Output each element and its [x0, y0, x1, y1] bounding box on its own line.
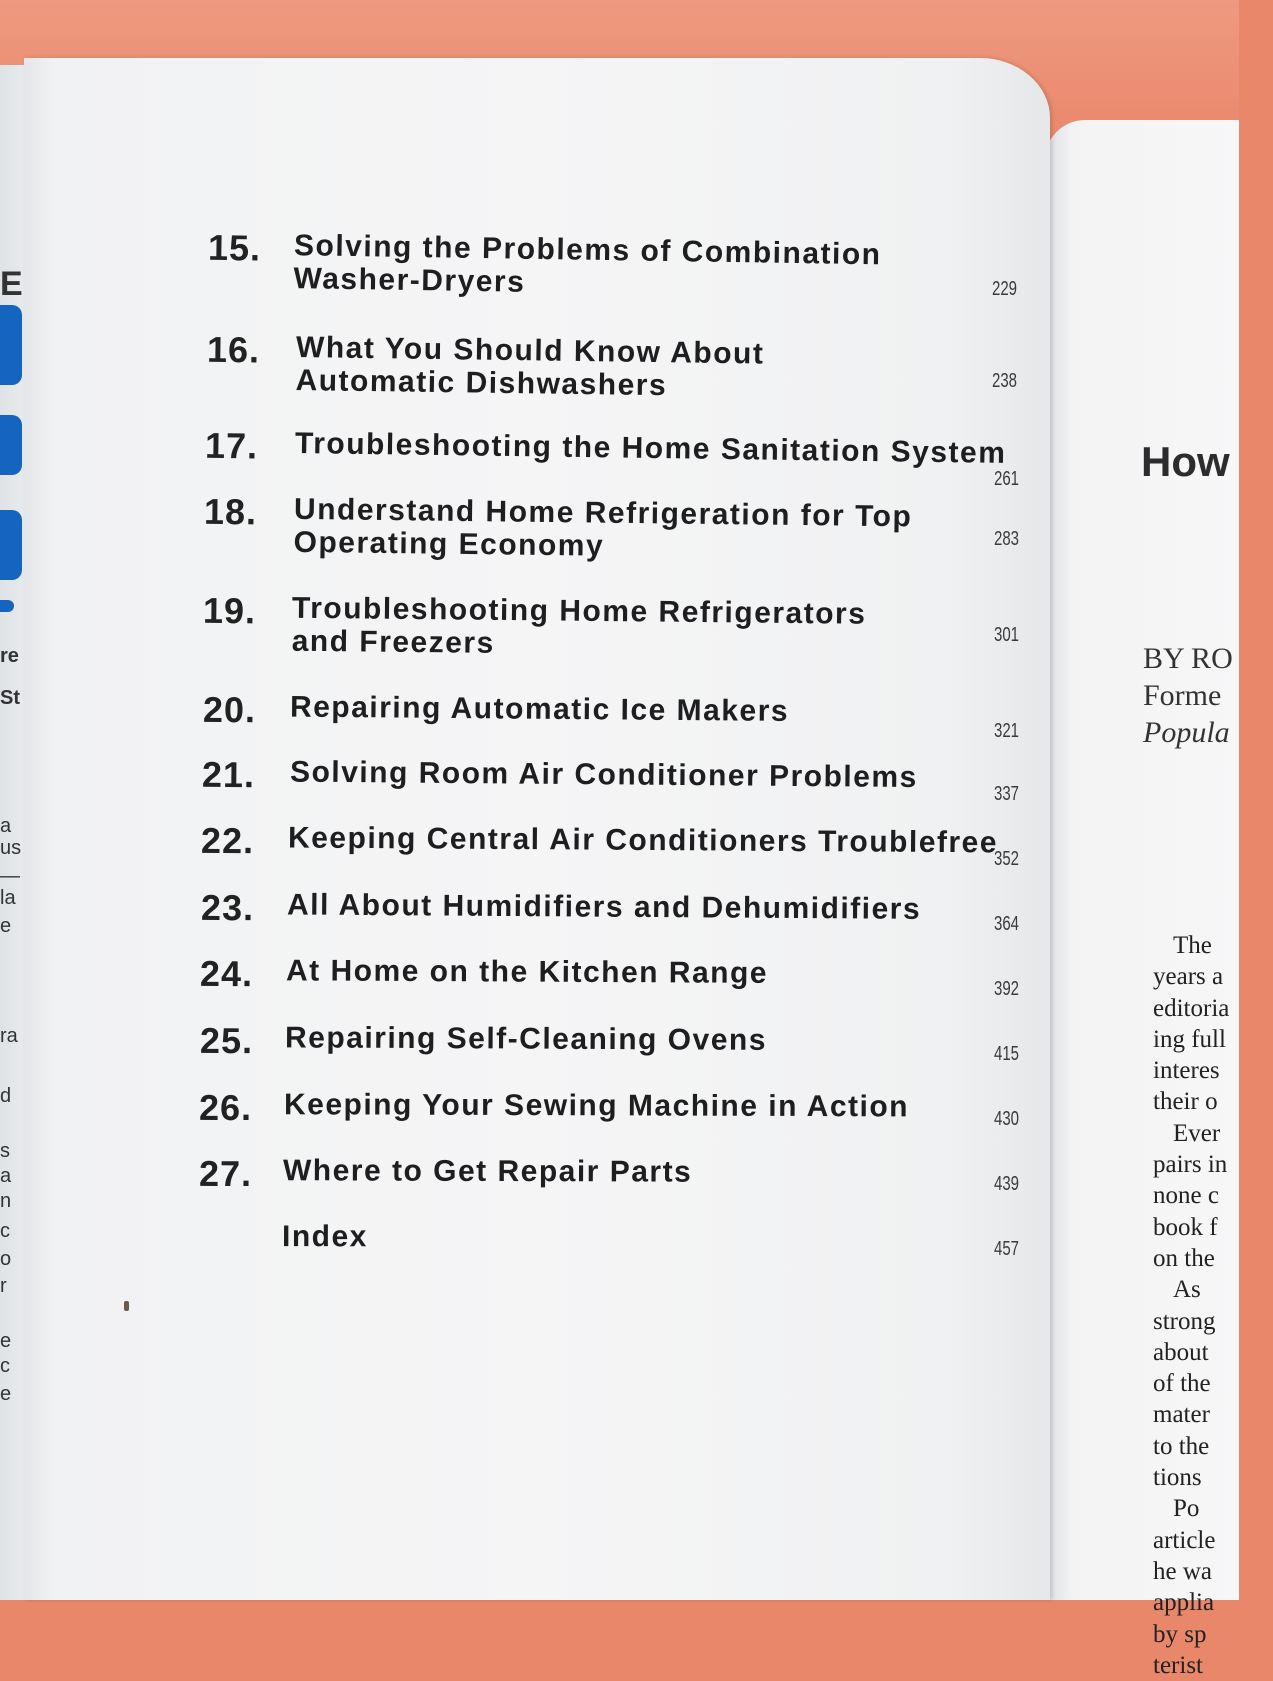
page-number: 364 [994, 913, 1020, 935]
body-line: The [1173, 932, 1212, 959]
body-line: interes [1153, 1057, 1220, 1085]
left-page-fragment: us [0, 837, 22, 859]
body-line: strong [1153, 1307, 1216, 1335]
right-page-heading: How [1141, 438, 1230, 485]
body-line: As [1173, 1276, 1201, 1304]
body-line: of the [1153, 1370, 1211, 1398]
left-page-fragment: o [0, 1248, 12, 1270]
byline-line: BY RO [1143, 642, 1233, 675]
left-page-fragment: la [0, 887, 16, 909]
chapter-title: Index [281, 1220, 368, 1254]
left-page-fragment: E [0, 265, 23, 303]
page-number: 415 [994, 1043, 1020, 1065]
right-page-byline [1143, 640, 1233, 751]
body-line: to the [1153, 1432, 1210, 1460]
left-page-fragment: e [0, 1383, 12, 1405]
chapter-title: Automatic Dishwashers [295, 364, 668, 403]
body-line: years a [1153, 963, 1224, 991]
chapter-title: Keeping Your Sewing Machine in Action [283, 1088, 910, 1124]
left-page-fragment: c [0, 1355, 10, 1377]
left-page-fragment: — [0, 865, 20, 887]
body-line: their o [1153, 1088, 1218, 1116]
chapter-title: Where to Get Repair Parts [282, 1154, 693, 1189]
chapter-number: 25. [199, 1019, 254, 1062]
contents-page [24, 58, 1050, 1600]
byline-line: Popula [1143, 716, 1230, 749]
body-line: Ever [1173, 1119, 1221, 1147]
chapter-title: Keeping Central Air Conditioners Troublefree [287, 821, 999, 860]
page-number: 392 [994, 978, 1020, 1000]
body-line: none c [1153, 1182, 1219, 1210]
left-page-fragment: e [0, 1330, 12, 1352]
toc-entry [24, 423, 1050, 470]
blue-cover-art [0, 415, 22, 475]
chapter-title: Washer-Dryers [293, 262, 526, 299]
left-page-fragment: ra [0, 1025, 18, 1047]
chapter-number: 24. [199, 952, 254, 995]
page-number: 352 [994, 848, 1020, 870]
left-page-fragment: r [0, 1275, 7, 1297]
paper-speck [124, 1301, 129, 1311]
right-page-body [1153, 930, 1273, 1681]
body-line: article [1153, 1526, 1216, 1554]
chapter-title: and Freezers [291, 624, 495, 660]
body-line: tions [1153, 1464, 1202, 1492]
body-line: ing full [1153, 1025, 1226, 1053]
chapter-title: Repairing Automatic Ice Makers [289, 690, 790, 728]
blue-cover-art [0, 600, 14, 612]
body-line: about [1153, 1338, 1209, 1366]
left-page-fragment: St [0, 687, 20, 709]
page-number: 301 [994, 624, 1020, 646]
page-number: 283 [994, 528, 1020, 550]
body-line: editoria [1153, 994, 1230, 1022]
chapter-number: 19. [202, 589, 257, 632]
left-page-fragment: a [0, 1165, 12, 1187]
blue-cover-art [0, 510, 22, 580]
chapter-title: Operating Economy [293, 525, 605, 563]
chapter-title: Solving Room Air Conditioner Problems [289, 755, 918, 795]
page-number: 321 [994, 720, 1020, 742]
chapter-number: 26. [198, 1086, 253, 1129]
chapter-title: Troubleshooting the Home Sanitation System [294, 426, 1007, 470]
page-number: 229 [992, 278, 1018, 300]
left-page-fragment: e [0, 915, 12, 937]
chapter-title: At Home on the Kitchen Range [285, 954, 769, 990]
chapter-number: 18. [203, 490, 258, 533]
page-number: 337 [994, 783, 1020, 805]
chapter-title: Repairing Self-Cleaning Ovens [284, 1021, 768, 1057]
chapter-number: 16. [206, 328, 261, 371]
body-line: pairs in [1153, 1151, 1228, 1179]
chapter-number: 21. [201, 753, 256, 796]
right-page [1045, 120, 1239, 1679]
chapter-number: 15. [207, 226, 262, 269]
left-page-fragment: s [0, 1140, 10, 1162]
body-line: applia [1153, 1589, 1215, 1617]
body-line: on the [1153, 1244, 1215, 1272]
chapter-title: What You Should Know About [295, 331, 765, 371]
page-number: 261 [994, 468, 1020, 490]
body-line: he wa [1153, 1557, 1212, 1585]
body-line: by sp [1153, 1620, 1207, 1648]
table-of-contents [24, 58, 1050, 1600]
left-page-fragment: c [0, 1220, 10, 1242]
left-page-fragment: d [0, 1085, 12, 1107]
chapter-number: 20. [202, 688, 257, 731]
chapter-title: Understand Home Refrigeration for Top [293, 492, 913, 534]
chapter-title: All About Humidifiers and Dehumidifiers [286, 888, 922, 926]
byline-line: Forme [1143, 679, 1222, 712]
page-number: 430 [994, 1108, 1020, 1130]
chapter-number: 23. [200, 886, 255, 929]
blue-cover-art [0, 305, 22, 385]
left-page-fragment: n [0, 1190, 12, 1212]
body-line: book f [1153, 1213, 1218, 1241]
left-page-fragment: a [0, 815, 12, 837]
body-line: mater [1153, 1401, 1210, 1429]
chapter-number: 22. [200, 819, 255, 862]
chapter-number: 27. [198, 1152, 253, 1195]
body-line: terist [1153, 1651, 1203, 1679]
chapter-title: Troubleshooting Home Refrigerators [291, 591, 867, 631]
page-number: 238 [992, 370, 1018, 392]
body-line: Po [1173, 1495, 1200, 1523]
page-number: 439 [994, 1173, 1020, 1195]
left-page-fragment: re [0, 645, 19, 667]
chapter-title: Solving the Problems of Combination [293, 229, 882, 272]
chapter-number: 17. [204, 424, 259, 467]
page-number: 457 [994, 1238, 1020, 1260]
